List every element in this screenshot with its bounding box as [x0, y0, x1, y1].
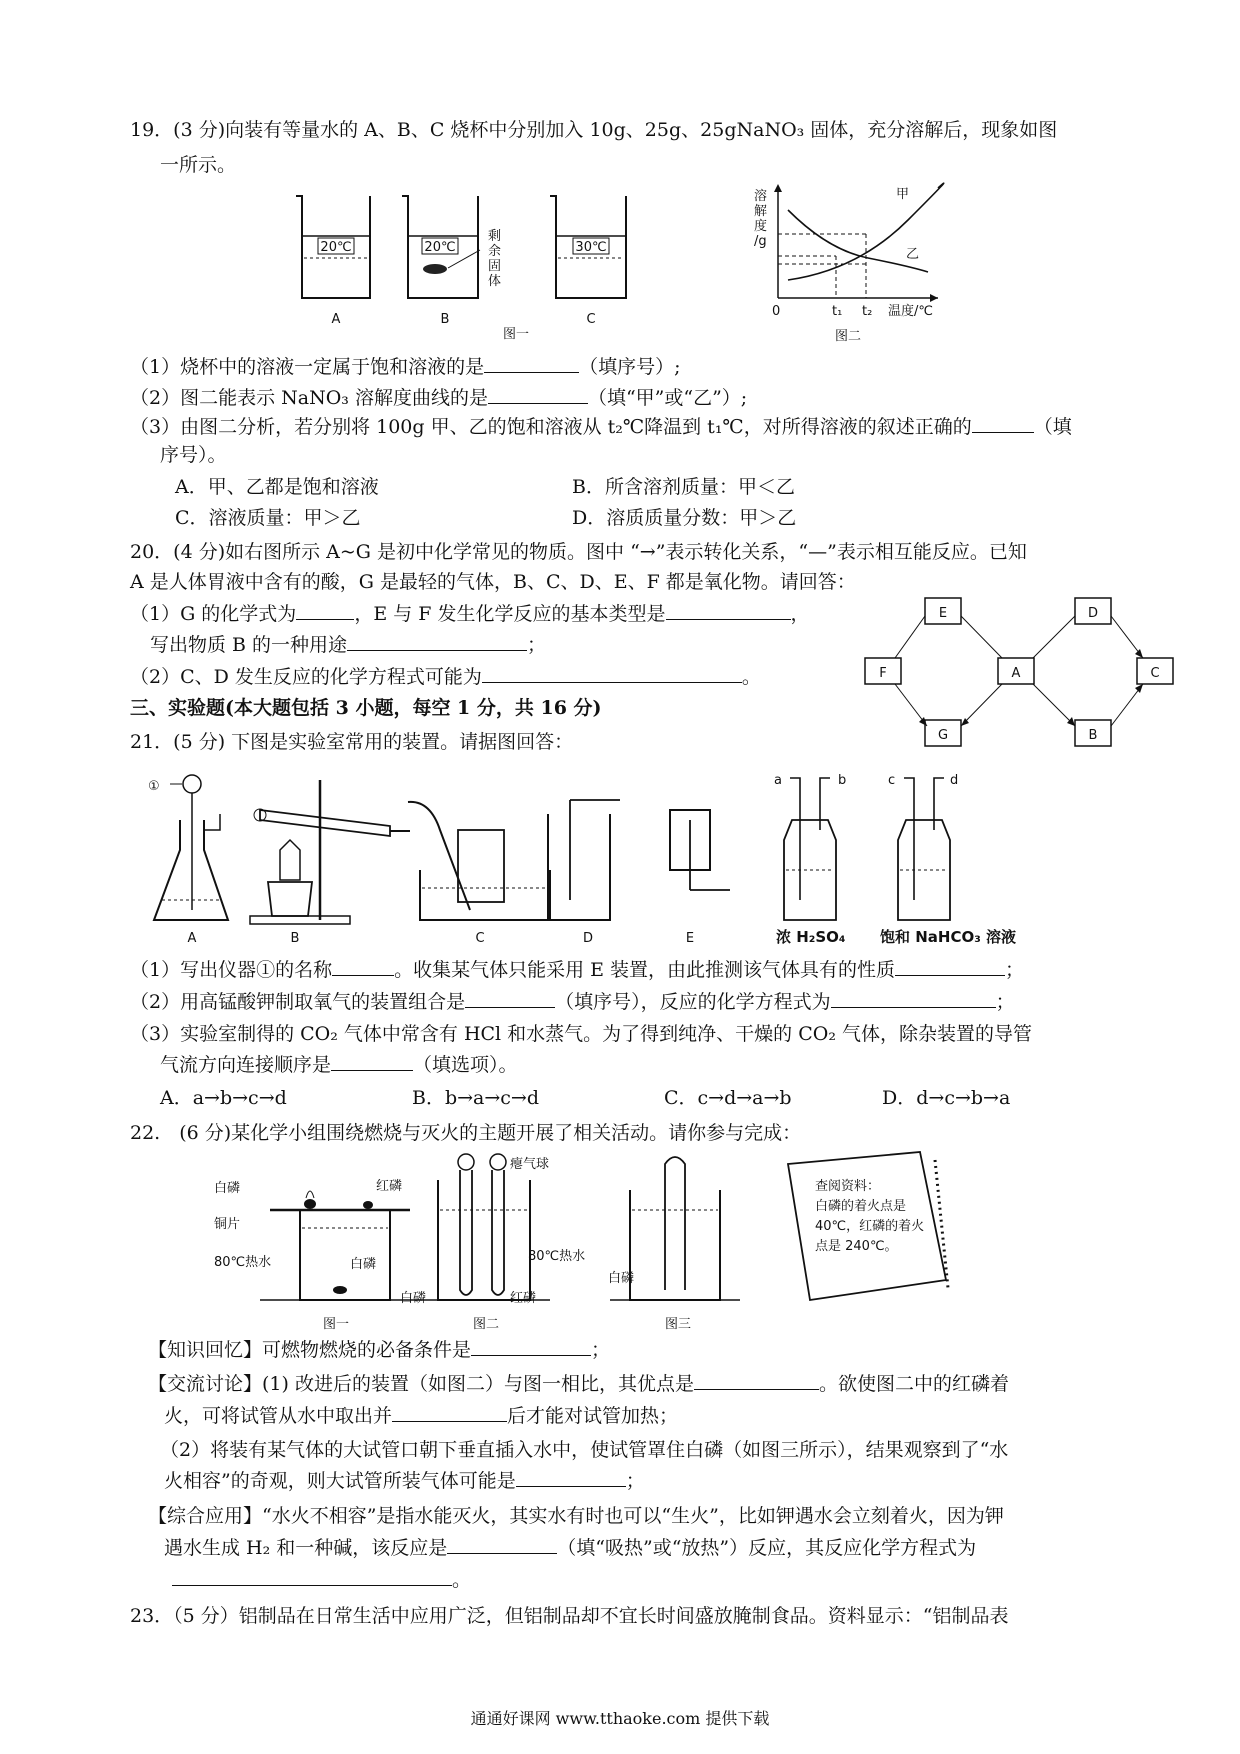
residue-label-2: 余 — [488, 244, 502, 259]
svg-text:A: A — [1011, 666, 1021, 681]
residue-label-4: 体 — [488, 274, 502, 289]
fig1-label-bailb: 白磷 — [350, 1257, 377, 1272]
beaker-b — [402, 196, 480, 327]
q22-discussion-2: （2）将装有某气体的大试管口朝下垂直插入水中，使试管罩住白磷（如图三所示），结果观察到了“水 — [160, 1439, 1009, 1461]
q19-line1: 19．(3 分)向装有等量水的 A、B、C 烧杯中分别加入 10g、25g、25gNaNO₃ 固体，充分溶解后，现象如图 — [130, 119, 1058, 141]
q19-option-c: C．溶液质量：甲＞乙 — [175, 507, 361, 529]
answer-blank[interactable] — [331, 1052, 413, 1071]
fig1-label-copper: 铜片 — [214, 1217, 241, 1232]
fig2-ylabel-2: 解 — [754, 204, 768, 219]
svg-text:D: D — [1087, 606, 1099, 621]
q19-sub1: （1）烧杯中的溶液一定属于饱和溶液的是 （填序号）; — [130, 356, 681, 378]
answer-blank[interactable] — [296, 601, 354, 620]
answer-blank[interactable] — [332, 957, 394, 976]
q22-figure3 — [608, 1157, 740, 1332]
q20-sub1: （1）G 的化学式为 ，E 与 F 发生化学反应的基本类型是 ， — [130, 603, 810, 625]
beaker-b-temp: 20℃ — [424, 240, 456, 255]
q21-option-c: C．c→d→a→b — [664, 1087, 792, 1109]
bottle2-label: 饱和 NaHCO₃ 溶液 — [880, 928, 1017, 946]
q19-option-b: B．所含溶剂质量：甲＜乙 — [572, 476, 795, 498]
beaker-b-label: B — [440, 312, 450, 327]
fig1-label-baila: 白磷 — [214, 1181, 241, 1196]
answer-blank[interactable] — [447, 1535, 557, 1554]
beaker-a — [296, 196, 370, 327]
apparatus-marker: ① — [148, 779, 160, 794]
q22-discussion-1-cont: 火，可将试管从水中取出并 后才能对试管加热； — [164, 1405, 679, 1427]
q21-sub3: （3）实验室制得的 CO₂ 气体中常含有 HCl 和水蒸气。为了得到纯净、干燥的 CO₂ 气体，除杂装置的导管 — [130, 1023, 1032, 1045]
beaker-c — [550, 196, 626, 327]
svg-text:B: B — [1088, 728, 1098, 743]
section-3-heading: 三、实验题(本大题包括 3 小题，每空 1 分，共 16 分) — [130, 697, 602, 719]
q19-sub3: （3）由图二分析，若分别将 100g 甲、乙的饱和溶液从 t₂℃降温到 t₁℃，对所得溶液的叙述正确的 （填 — [130, 416, 1072, 438]
answer-blank[interactable] — [484, 354, 579, 373]
apparatus-b — [250, 780, 410, 946]
q19-figure1 — [290, 188, 730, 348]
beaker-a-label: A — [331, 312, 341, 327]
svg-text:C: C — [475, 931, 485, 946]
q22-application-cont: 遇水生成 H₂ 和一种碱，该反应是 （填“吸热”或“放热”）反应，其反应化学方程式为 — [164, 1537, 977, 1559]
q22-discussion-2-cont: 火相容”的奇观，则大试管所装气体可能是 ； — [164, 1470, 645, 1492]
q21-sub1: （1）写出仪器①的名称 。收集某气体只能采用 E 装置，由此推测该气体具有的性质 ； — [130, 959, 1025, 981]
note-line-2: 白磷的着火点是 — [815, 1199, 907, 1214]
beaker-c-temp: 30℃ — [575, 240, 607, 255]
fig2-label-balloon: 瘪气球 — [510, 1157, 550, 1172]
svg-text:G: G — [937, 728, 949, 743]
fig2-label-hongl: 红磷 — [510, 1291, 537, 1306]
q19-sub2: （2）图二能表示 NaNO₃ 溶解度曲线的是 （填“甲”或“乙”）; — [130, 387, 748, 409]
apparatus-e — [670, 810, 730, 946]
note-line-3: 40℃，红磷的着火 — [815, 1219, 925, 1234]
fig2-xlabel: 温度/℃ — [888, 304, 933, 319]
q21-sub3-cont: 气流方向连接顺序是 （填选项）。 — [160, 1054, 518, 1076]
beaker-a-temp: 20℃ — [320, 240, 352, 255]
fig2-curve-yi: 乙 — [906, 247, 920, 262]
answer-blank[interactable] — [347, 632, 527, 651]
answer-blank[interactable] — [172, 1567, 452, 1586]
q22-fig1-caption: 图一 — [322, 1317, 350, 1332]
residue-label-3: 固 — [488, 259, 502, 274]
answer-blank[interactable] — [694, 1371, 819, 1390]
fig2-curve-jia: 甲 — [896, 187, 910, 202]
q22-figure2 — [400, 1154, 585, 1332]
q19-figure2 — [748, 180, 948, 360]
answer-blank[interactable] — [465, 989, 555, 1008]
fig1-label-water: 80℃热水 — [214, 1255, 272, 1270]
answer-blank[interactable] — [972, 414, 1034, 433]
apparatus-a — [154, 775, 228, 946]
q22-application-blank: 。 — [172, 1565, 471, 1592]
port-d: d — [950, 773, 959, 788]
q22-application: 【综合应用】“水火不相容”是指水能灭火，其实水有时也可以“生火”，比如钾遇水会立刻着火，因为钾 — [148, 1505, 1004, 1527]
fig2-ylabel-1: 溶 — [754, 189, 768, 204]
q20-line2: A 是人体胃液中含有的酸，G 是最轻的气体，B、C、D、E、F 都是氧化物。请回答： — [130, 571, 856, 593]
fig2-label-baila: 白磷 — [400, 1291, 427, 1306]
svg-text:A: A — [187, 931, 197, 946]
bottle1-label: 浓 H₂SO₄ — [776, 928, 846, 946]
figure1-caption: 图一 — [502, 327, 530, 342]
fig2-t1: t₁ — [832, 304, 843, 319]
q19-option-a: A．甲、乙都是饱和溶液 — [175, 476, 379, 498]
page-footer: 通通好课网 www.tthaoke.com 提供下载 — [470, 1709, 770, 1728]
fig2-ylabel-4: /g — [754, 234, 767, 249]
svg-text:F: F — [879, 666, 887, 681]
fig2-label-water: 80℃热水 — [528, 1249, 586, 1264]
fig2-t2: t₂ — [862, 304, 873, 319]
q20-reaction-diagram — [865, 592, 1175, 767]
q20-sub1-use: 写出物质 B 的一种用途 ； — [150, 634, 547, 656]
q21-option-a: A．a→b→c→d — [160, 1087, 287, 1109]
q20-line1: 20．(4 分)如右图所示 A~G 是初中化学常见的物质。图中 “→”表示转化关系，“—”表示相互能反应。已知 — [130, 541, 1027, 563]
q22-knowledge-recall: 【知识回忆】可燃物燃烧的必备条件是 ； — [148, 1339, 611, 1361]
q22-note-card — [788, 1152, 948, 1300]
answer-blank[interactable] — [471, 1337, 591, 1356]
port-c: c — [888, 773, 896, 788]
fig1-label-hongl: 红磷 — [376, 1179, 403, 1194]
fig2-ylabel-3: 度 — [754, 219, 768, 234]
answer-blank[interactable] — [666, 601, 791, 620]
fig3-label-bail: 白磷 — [608, 1271, 635, 1286]
note-line-4: 点是 240℃。 — [815, 1239, 898, 1254]
q19-sub3-cont: 序号）。 — [160, 444, 227, 466]
q21-apparatus-figure — [140, 770, 1120, 945]
q20-sub2: （2）C、D 发生反应的化学方程式可能为 。 — [130, 666, 761, 688]
q23-line1: 23．（5 分）铝制品在日常生活中应用广泛，但铝制品却不宜长时间盛放腌制食品。资料显示：“铝制品表 — [130, 1605, 1009, 1627]
residue-label-1: 剩 — [488, 229, 502, 244]
q22-figures — [210, 1150, 1110, 1330]
fig2-origin: 0 — [772, 304, 781, 319]
q21-line1: 21．(5 分) 下图是实验室常用的装置。请据图回答： — [130, 731, 574, 753]
q21-sub2: （2）用高锰酸钾制取氧气的装置组合是 （填序号），反应的化学方程式为 ； — [130, 991, 1015, 1013]
port-b: b — [838, 773, 847, 788]
q22-fig3-caption: 图三 — [664, 1317, 692, 1332]
apparatus-c — [408, 802, 550, 946]
figure2-caption: 图二 — [834, 329, 862, 344]
svg-text:E: E — [938, 606, 948, 621]
svg-text:E: E — [685, 931, 695, 946]
q19-option-d: D．溶质质量分数：甲＞乙 — [572, 507, 797, 529]
answer-blank[interactable] — [482, 664, 742, 683]
answer-blank[interactable] — [831, 989, 996, 1008]
q21-option-b: B．b→a→c→d — [412, 1087, 540, 1109]
answer-blank[interactable] — [488, 385, 588, 404]
q22-fig2-caption: 图二 — [472, 1317, 500, 1332]
wash-bottle-2 — [888, 773, 958, 920]
q22-figure1 — [214, 1178, 420, 1332]
q22-discussion-1: 【交流讨论】(1) 改进后的装置（如图二）与图一相比，其优点是 。欲使图二中的红磷着 — [148, 1373, 1009, 1395]
answer-blank[interactable] — [895, 957, 1005, 976]
svg-text:B: B — [290, 931, 300, 946]
port-a: a — [774, 773, 782, 788]
q21-option-d: D．d→c→b→a — [882, 1087, 1011, 1109]
svg-text:D: D — [582, 931, 594, 946]
answer-blank[interactable] — [516, 1468, 626, 1487]
note-line-1: 查阅资料： — [815, 1179, 881, 1194]
q22-line1: 22. (6 分)某化学小组围绕燃烧与灭火的主题开展了相关活动。请你参与完成： — [130, 1122, 802, 1144]
svg-text:C: C — [1150, 666, 1160, 681]
answer-blank[interactable] — [392, 1403, 507, 1422]
q19-line2: 一所示。 — [160, 154, 237, 176]
wash-bottle-1 — [774, 773, 846, 920]
beaker-c-label: C — [586, 312, 596, 327]
apparatus-d — [548, 800, 620, 946]
